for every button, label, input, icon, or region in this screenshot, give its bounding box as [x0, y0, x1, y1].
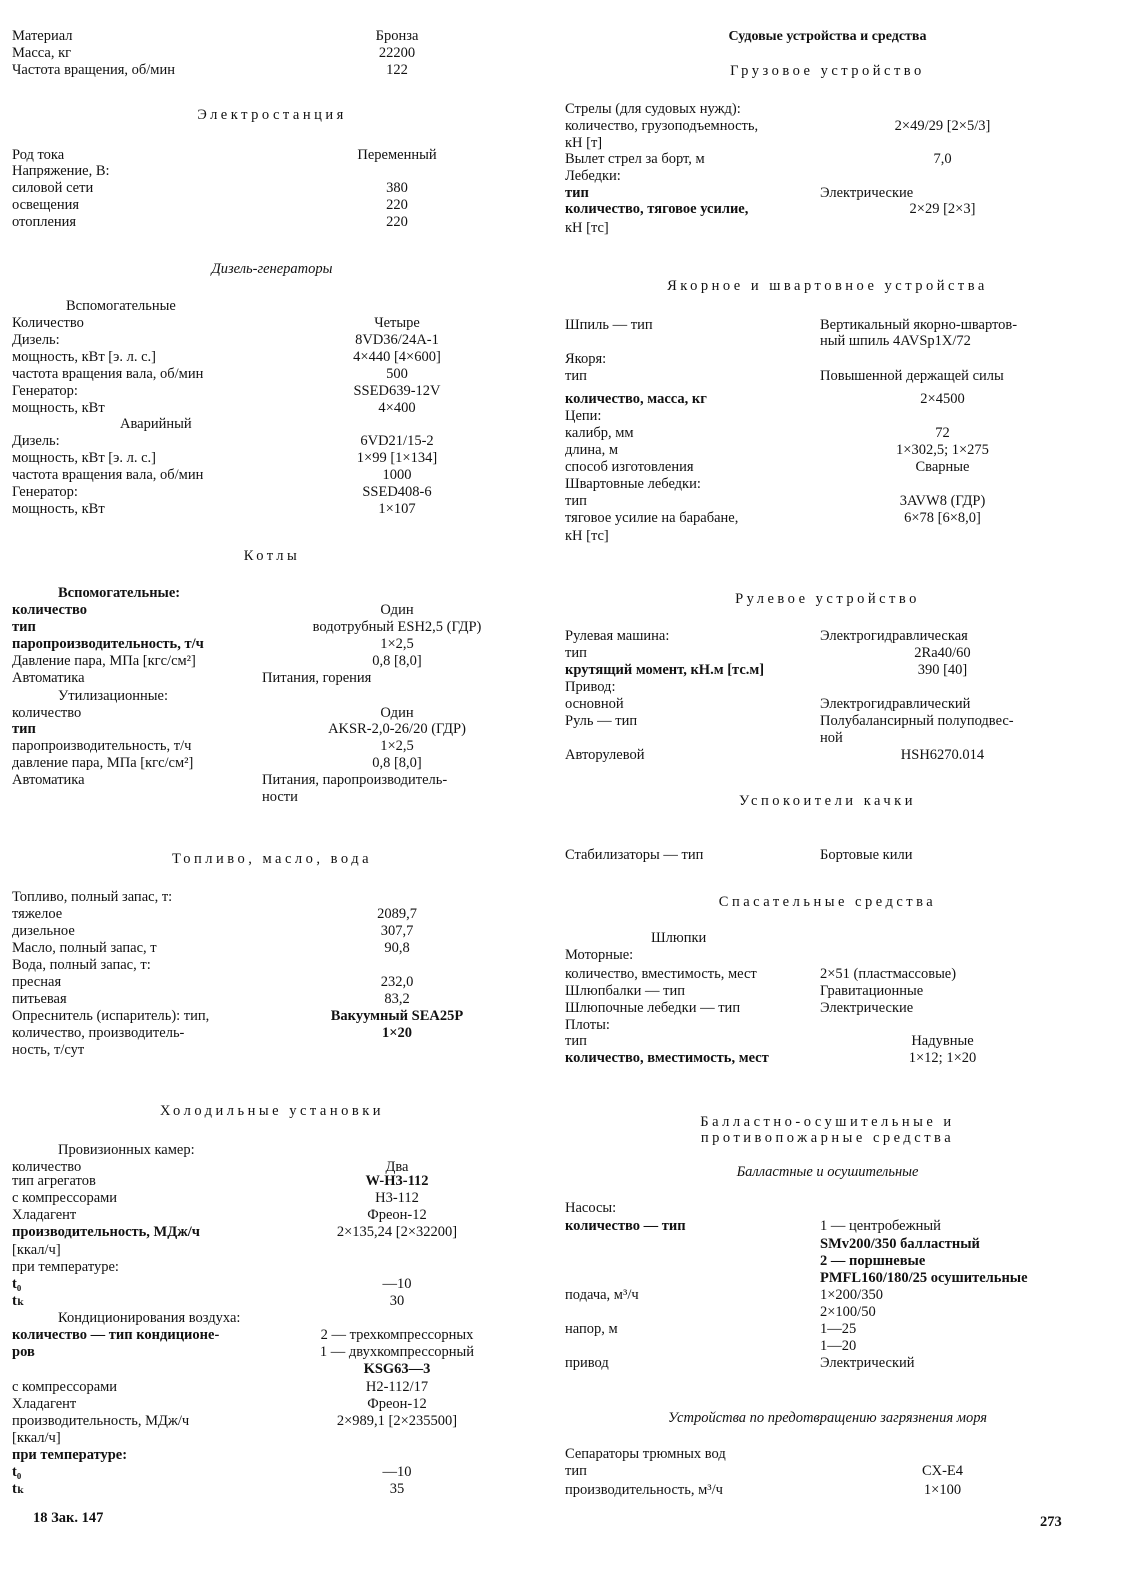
spec-label: Автоматика [12, 670, 85, 686]
spec-value: 1×20 [381, 1025, 412, 1041]
spec-label: кН [тс] [565, 528, 609, 544]
spec-value: 1×2,5 [380, 738, 414, 754]
spec-label: [ккал/ч] [12, 1430, 61, 1446]
spec-value: Электрогидравлическая [820, 628, 968, 644]
spec-label: Хладагент [12, 1396, 77, 1412]
spec-value: 2×100/50 [820, 1304, 876, 1320]
spec-label: Стабилизаторы — тип [565, 847, 704, 863]
spec-label: напор, м [565, 1321, 618, 1337]
spec-label: Шлюпки [651, 930, 707, 946]
spec-label: Кондиционирования воздуха: [58, 1310, 241, 1326]
spec-value: 72 [935, 425, 950, 441]
spec-value: 1×2,5 [380, 636, 414, 652]
spec-value: 2×135,24 [2×32200] [336, 1224, 458, 1240]
spec-value: Фреон-12 [367, 1396, 427, 1412]
spec-value: AKSR-2,0-26/20 (ГДР) [328, 721, 466, 737]
spec-label: Напряжение, В: [12, 163, 110, 179]
spec-label: Частота вращения, об/мин [12, 62, 175, 78]
spec-label: t₀ [12, 1276, 22, 1292]
spec-value: CX-E4 [921, 1463, 964, 1479]
spec-label: количество [12, 602, 88, 618]
spec-value: Электрический [820, 1355, 915, 1371]
spec-label: при температуре: [12, 1447, 128, 1463]
spec-label: количество — тип кондиционе- [12, 1327, 220, 1343]
spec-label: количество, производитель- [12, 1025, 185, 1041]
spec-value: 1×99 [1×134] [356, 450, 438, 466]
spec-value: 2×4500 [920, 391, 965, 407]
subsection-heading: Устройства по предотвращению загрязнения моря [667, 1410, 988, 1426]
spec-value: 7,0 [933, 151, 952, 167]
spec-value: 2×51 (пластмассовые) [820, 966, 957, 982]
spec-label: Дизель: [12, 433, 60, 449]
spec-value: 1—20 [820, 1338, 857, 1354]
page-title: Судовые устройства и средства [728, 29, 927, 44]
spec-value: Надувные [911, 1033, 974, 1049]
spec-label: [ккал/ч] [12, 1242, 61, 1258]
spec-value: 2×29 [2×3] [909, 201, 976, 217]
spec-label: способ изготовления [565, 459, 694, 475]
spec-label: Хладагент [12, 1207, 77, 1223]
spec-value: 2 — трехкомпрессорных [320, 1327, 474, 1343]
spec-label: Масло, полный запас, т [12, 940, 157, 956]
spec-label: Количество [12, 315, 84, 331]
spec-label: длина, м [565, 442, 618, 458]
spec-value: 2Ra40/60 [914, 645, 971, 661]
spec-label: количество [12, 705, 82, 721]
spec-value: SSED639-12V [353, 383, 441, 399]
spec-value: 2×49/29 [2×5/3] [894, 118, 991, 134]
spec-label: Род тока [12, 147, 65, 163]
spec-label: Опреснитель (испаритель): тип, [12, 1008, 210, 1024]
section-heading: Топливо, масло, вода [171, 851, 373, 867]
spec-value: 1 — центробежный [820, 1218, 941, 1234]
print-order-note: 18 Зак. 147 [33, 1510, 104, 1526]
spec-label: частота вращения вала, об/мин [12, 366, 204, 382]
spec-value: PMFL160/180/25 осушительные [820, 1270, 1028, 1286]
spec-label: Авторулевой [565, 747, 645, 763]
spec-label: Швартовные лебедки: [565, 476, 701, 492]
spec-label: мощность, кВт [э. л. с.] [12, 450, 156, 466]
spec-value: 380 [386, 180, 408, 196]
spec-value: 122 [386, 62, 408, 78]
spec-value: 2089,7 [377, 906, 417, 922]
spec-label: количество — тип [565, 1218, 686, 1234]
spec-label: тип [12, 619, 36, 635]
spec-value: H3-112 [375, 1190, 419, 1206]
spec-label: отопления [12, 214, 77, 230]
spec-label: тип [565, 1463, 587, 1479]
spec-value: —10 [382, 1276, 412, 1292]
spec-label: частота вращения вала, об/мин [12, 467, 204, 483]
spec-label: Шпиль — тип [565, 317, 653, 333]
spec-label: Привод: [565, 679, 616, 695]
spec-value: 4×400 [378, 400, 416, 416]
spec-label: калибр, мм [565, 425, 634, 441]
spec-label: Генератор: [12, 484, 78, 500]
spec-label: количество [12, 1159, 82, 1175]
spec-label: тип агрегатов [12, 1173, 96, 1189]
spec-label: кН [т] [565, 135, 603, 151]
spec-label: ность, т/сут [12, 1042, 85, 1058]
spec-value: 220 [386, 214, 408, 230]
spec-value: Электрогидравлический [820, 696, 971, 712]
spec-value: 3AVW8 (ГДР) [899, 493, 986, 509]
spec-value: 2×989,1 [2×235500] [336, 1413, 458, 1429]
spec-value: 1—25 [820, 1321, 857, 1337]
spec-label: Моторные: [565, 947, 634, 963]
section-heading: Успокоители качки [739, 793, 916, 809]
spec-label: основной [565, 696, 624, 712]
spec-label: t₀ [12, 1464, 22, 1480]
spec-label: крутящий момент, кН.м [тс.м] [565, 662, 765, 678]
spec-label: Шлюпбалки — тип [565, 983, 686, 999]
spec-value: 1×100 [923, 1482, 962, 1498]
spec-label: Вода, полный запас, т: [12, 957, 151, 973]
spec-label: освещения [12, 197, 80, 213]
spec-label: Материал [12, 28, 73, 44]
subsection-heading: Балластные и осушительные [736, 1164, 919, 1180]
section-heading: противопожарные средства [700, 1130, 955, 1146]
spec-label: Давление пара, МПа [кгс/см²] [12, 653, 196, 669]
spec-label: Шлюпочные лебедки — тип [565, 1000, 741, 1016]
spec-label: тип [565, 645, 587, 661]
page-number: 273 [1040, 1514, 1062, 1530]
spec-value: 307,7 [380, 923, 414, 939]
spec-value: Два [385, 1159, 409, 1175]
spec-label: при температуре: [12, 1259, 119, 1275]
spec-label: Аварийный [120, 416, 192, 432]
spec-label: паропроизводительность, т/ч [12, 636, 204, 652]
section-heading: Электростанция [197, 107, 347, 123]
spec-value: Сварные [915, 459, 970, 475]
section-heading: Якорное и швартовное устройства [667, 278, 988, 294]
spec-label: количество, масса, кг [565, 391, 707, 407]
spec-value: Бортовые кили [820, 847, 913, 863]
spec-label: пресная [12, 974, 62, 990]
spec-value: W-H3-112 [365, 1173, 429, 1189]
spec-value: Фреон-12 [367, 1207, 427, 1223]
spec-label: Насосы: [565, 1200, 617, 1216]
spec-label: Вспомогательные [66, 298, 176, 314]
spec-value: 8VD36/24A-1 [355, 332, 439, 348]
spec-label: количество, вместимость, мест [565, 966, 757, 982]
spec-label: привод [565, 1355, 609, 1371]
spec-value: 1×200/350 [820, 1287, 883, 1303]
spec-value: 0,8 [8,0] [372, 653, 422, 669]
spec-value: SMv200/350 балластный [820, 1236, 980, 1252]
spec-value: 22200 [378, 45, 416, 61]
spec-value: Питания, паропроизводитель- [262, 772, 448, 788]
spec-value: HSH6270.014 [900, 747, 985, 763]
spec-label: tₖ [12, 1293, 25, 1309]
spec-label: Стрелы (для судовых нужд): [565, 101, 741, 117]
spec-label: Лебедки: [565, 168, 621, 184]
spec-value: 1 — двухкомпрессорный [319, 1344, 475, 1360]
spec-value: 2 — поршневые [820, 1253, 926, 1269]
section-heading: Холодильные установки [159, 1103, 385, 1119]
section-heading: Балластно-осушительные и [700, 1114, 955, 1130]
spec-value: Четыре [374, 315, 420, 331]
spec-label: с компрессорами [12, 1190, 118, 1206]
spec-label: Якоря: [565, 351, 607, 367]
spec-label: производительность, м³/ч [565, 1482, 723, 1498]
spec-value: Вакуумный SEA25P [330, 1008, 464, 1024]
subsection-heading: Дизель-генераторы [211, 261, 333, 277]
spec-label: с компрессорами [12, 1379, 118, 1395]
spec-value: 232,0 [380, 974, 414, 990]
spec-label: тип [565, 1033, 587, 1049]
spec-label: количество, грузоподъемность, [565, 118, 759, 134]
spec-label: Цепи: [565, 408, 602, 424]
spec-label: Провизионных камер: [58, 1142, 195, 1158]
spec-value: Электрические [820, 185, 914, 201]
spec-value: Один [380, 705, 414, 721]
spec-label: Утилизационные: [58, 688, 169, 704]
spec-value: водотрубный ESH2,5 (ГДР) [312, 619, 482, 635]
spec-label: количество, тяговое усилие, [565, 201, 749, 217]
spec-label: Рулевая машина: [565, 628, 670, 644]
spec-label: давление пара, МПа [кгс/см²] [12, 755, 194, 771]
spec-label: Автоматика [12, 772, 85, 788]
spec-label: производительность, МДж/ч [12, 1413, 190, 1429]
spec-label: Генератор: [12, 383, 78, 399]
spec-value: Повышенной держащей силы [820, 368, 1004, 384]
spec-value: Переменный [357, 147, 437, 163]
section-heading: Грузовое устройство [730, 63, 925, 79]
spec-label: силовой сети [12, 180, 94, 196]
spec-label: тяжелое [12, 906, 63, 922]
spec-value: ности [262, 789, 298, 805]
spec-label: Плоты: [565, 1017, 610, 1033]
spec-value: ной [820, 730, 843, 746]
spec-value: 30 [389, 1293, 405, 1309]
spec-label: Топливо, полный запас, т: [12, 889, 173, 905]
spec-label: Масса, кг [12, 45, 72, 61]
spec-value: 83,2 [384, 991, 410, 1007]
spec-value: ный шпиль 4AVSp1X/72 [820, 333, 971, 349]
spec-label: тип [565, 493, 587, 509]
spec-label: Вылет стрел за борт, м [565, 151, 705, 167]
spec-label: тип [12, 721, 36, 737]
spec-value: —10 [382, 1464, 412, 1480]
spec-label: мощность, кВт [12, 400, 105, 416]
spec-label: Руль — тип [565, 713, 638, 729]
spec-label: тип [565, 368, 587, 384]
spec-label: тяговое усилие на барабане, [565, 510, 739, 526]
spec-value: Питания, горения [262, 670, 372, 686]
spec-label: питьевая [12, 991, 67, 1007]
section-heading: Рулевое устройство [735, 591, 920, 607]
spec-label: Сепараторы трюмных вод [565, 1446, 726, 1462]
spec-label: количество, вместимость, мест [565, 1050, 769, 1066]
spec-value: SSED408-6 [362, 484, 432, 500]
spec-value: 1×12; 1×20 [908, 1050, 977, 1066]
spec-label: мощность, кВт [э. л. с.] [12, 349, 156, 365]
spec-value: KSG63—3 [363, 1361, 431, 1377]
spec-label: ров [12, 1344, 35, 1360]
spec-label: Вспомогательные: [58, 585, 181, 601]
spec-value: Электрические [820, 1000, 914, 1016]
spec-label: Дизель: [12, 332, 60, 348]
spec-value: 35 [389, 1481, 405, 1497]
spec-value: 6×78 [6×8,0] [904, 510, 981, 526]
spec-value: 90,8 [384, 940, 410, 956]
spec-label: подача, м³/ч [565, 1287, 639, 1303]
spec-value: Вертикальный якорно-швартов- [820, 317, 1018, 333]
spec-value: 6VD21/15-2 [360, 433, 434, 449]
spec-value: 1000 [382, 467, 412, 483]
spec-value: Один [380, 602, 414, 618]
spec-value: Бронза [375, 28, 419, 44]
spec-label: мощность, кВт [12, 501, 105, 517]
spec-value: 220 [386, 197, 408, 213]
spec-value: 0,8 [8,0] [372, 755, 422, 771]
spec-label: дизельное [12, 923, 75, 939]
spec-value: Полубалансирный полуподвес- [820, 713, 1014, 729]
spec-label: tₖ [12, 1481, 25, 1497]
section-heading: Спасательные средства [718, 894, 937, 910]
spec-label: тип [565, 185, 589, 201]
spec-label: производительность, МДж/ч [12, 1224, 200, 1240]
spec-value: 1×107 [378, 501, 416, 517]
spec-value: Гравитационные [820, 983, 924, 999]
spec-label: паропроизводительность, т/ч [12, 738, 192, 754]
spec-label: кН [тс] [565, 220, 609, 236]
spec-value: H2-112/17 [365, 1379, 429, 1395]
spec-value: 500 [386, 366, 408, 382]
section-heading: Котлы [243, 548, 301, 564]
spec-value: 390 [40] [917, 662, 968, 678]
spec-value: 4×440 [4×600] [353, 349, 441, 365]
spec-value: 1×302,5; 1×275 [896, 442, 989, 458]
